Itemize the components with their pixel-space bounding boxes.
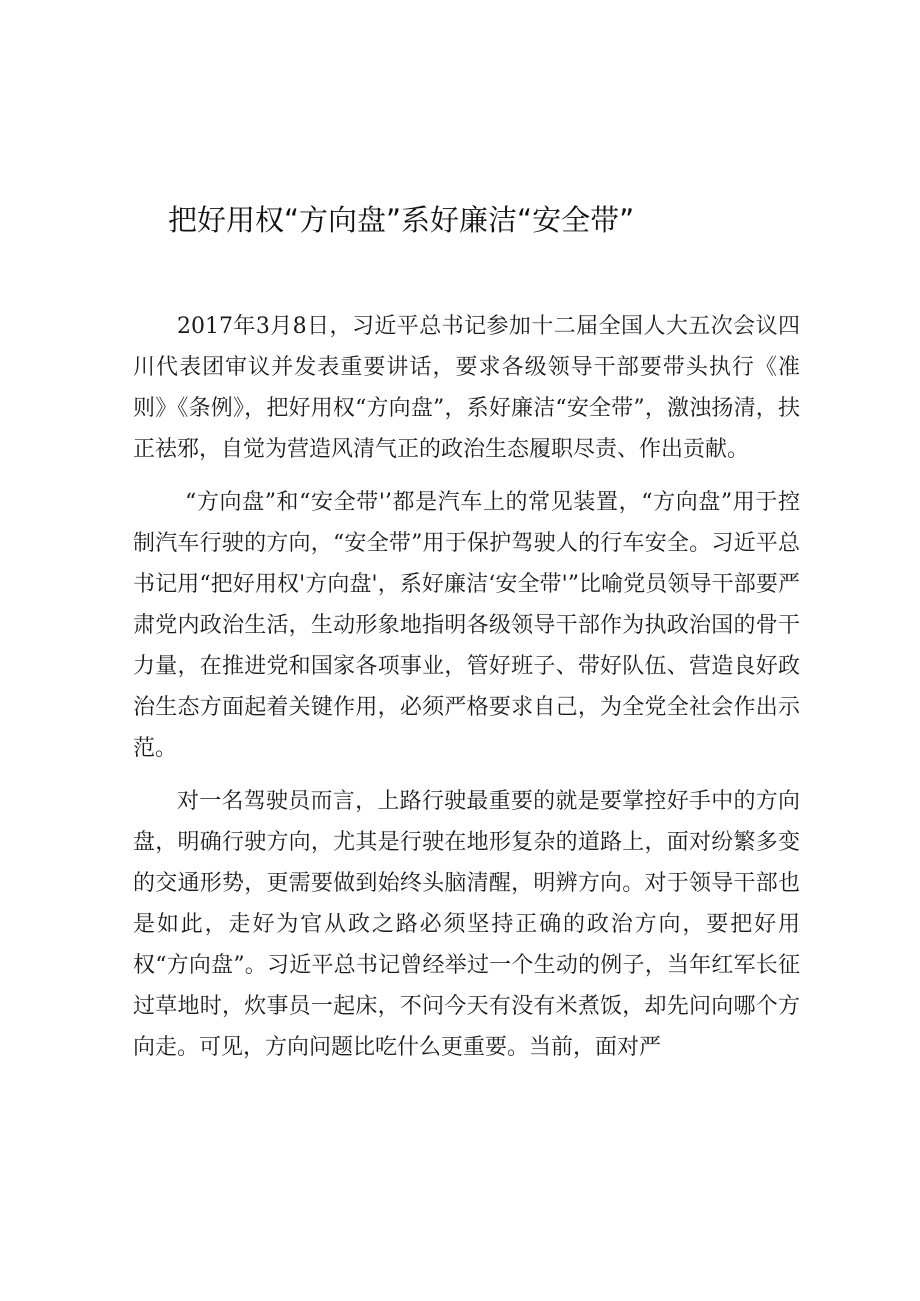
paragraph-2: “方向盘”和“安全带'’都是汽车上的常见装置，“方向盘”用于控制汽车行驶的方向，“安全带”用于保护驾驶人的行车安全。习近平总书记用“把好用权'方向盘'，系好廉洁‘安全带'”比喻党员领导干部要严肃党内政治生活，生动形象地指明各级领导干部作为执政治国的骨干力量，在推进党和国家各项事业，管好班子、带好队伍、营造良好政治生态方面起着关键作用，必须严格要求自己，为全党全社会作出示范。 bbox=[133, 490, 800, 761]
paragraph-1: 2017年3月8日，习近平总书记参加十二届全国人大五次会议四川代表团审议并发表重要讲话，要求各级领导干部要带头执行《准则》《条例》，把好用权“方向盘”，系好廉洁“安全带”，激浊扬清，扶正祛邪，自觉为营造风清气正的政治生态履职尽责、作出贡献。 bbox=[133, 314, 800, 462]
document-title: 把好用权“方向盘”系好廉洁“安全带” bbox=[168, 203, 635, 237]
paragraph-3: 对一名驾驶员而言，上路行驶最重要的就是要掌控好手中的方向盘，明确行驶方向，尤其是行驶在地形复杂的道路上，面对纷繁多变的交通形势，更需要做到始终头脑清醒，明辨方向。对于领导干部也是如此，走好为官从政之路必须坚持正确的政治方向，要把好用权“方向盘”。习近平总书记曾经举过一个生动的例子，当年红军长征过草地时，炊事员一起床，不问今天有没有米煮饭，却先问向哪个方向走。可见，方向问题比吃什么更重要。当前，面对严 bbox=[133, 789, 800, 1060]
document-body bbox=[133, 306, 800, 1080]
